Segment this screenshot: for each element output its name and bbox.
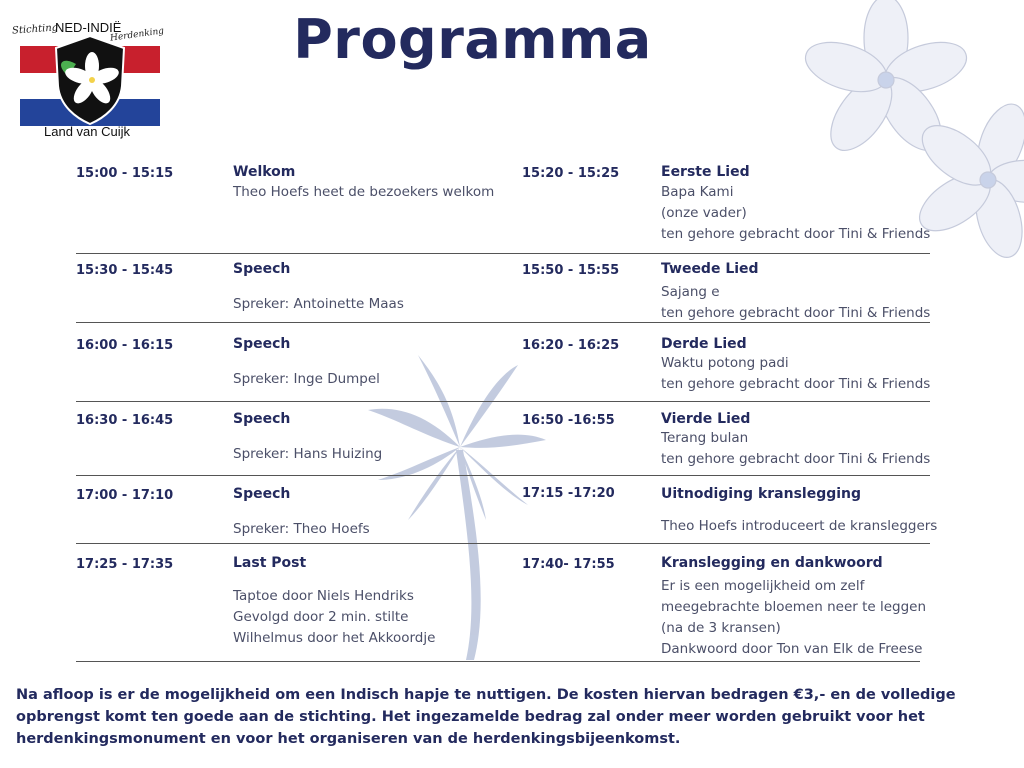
item-line-left: Wilhelmus door het Akkoordje: [233, 630, 436, 646]
item-heading-left: Speech: [233, 336, 291, 352]
item-heading-right: Uitnodiging kranslegging: [661, 486, 862, 502]
item-heading-left: Speech: [233, 261, 291, 277]
item-line-right: ten gehore gebracht door Tini & Friends: [661, 226, 931, 242]
item-line-right: Er is een mogelijkheid om zelf: [661, 578, 865, 594]
item-line-right: (na de 3 kransen): [661, 620, 781, 636]
item-line-left: Spreker: Antoinette Maas: [233, 296, 404, 312]
item-line-left: Spreker: Theo Hoefs: [233, 521, 370, 537]
time-left: 15:30 - 15:45: [76, 263, 174, 278]
time-left: 16:00 - 16:15: [76, 338, 174, 353]
item-heading-right: Eerste Lied: [661, 164, 750, 180]
item-heading-left: Last Post: [233, 555, 307, 571]
time-right: 15:20 - 15:25: [522, 166, 620, 181]
item-heading-left: Welkom: [233, 164, 296, 180]
time-right: 15:50 - 15:55: [522, 263, 620, 278]
time-left: 17:25 - 17:35: [76, 557, 174, 572]
item-line-right: ten gehore gebracht door Tini & Friends: [661, 451, 931, 467]
item-line-right: Theo Hoefs introduceert de kransleggers: [661, 518, 938, 534]
row-divider: [76, 475, 930, 476]
time-left: 17:00 - 17:10: [76, 488, 174, 503]
logo-name-text: NED-INDIË: [55, 20, 122, 35]
item-heading-right: Tweede Lied: [661, 261, 759, 277]
time-right: 17:40- 17:55: [522, 557, 615, 572]
item-heading-left: Speech: [233, 486, 291, 502]
row-divider: [76, 322, 930, 323]
item-line-left: Taptoe door Niels Hendriks: [233, 588, 414, 604]
time-left: 16:30 - 16:45: [76, 413, 174, 428]
time-right: 16:20 - 16:25: [522, 338, 620, 353]
item-line-right: ten gehore gebracht door Tini & Friends: [661, 305, 931, 321]
row-divider: [76, 401, 930, 402]
item-line-right: Dankwoord door Ton van Elk de Freese: [661, 641, 923, 657]
row-divider: [76, 543, 930, 544]
footer-note: Na afloop is er de mogelijkheid om een Indisch hapje te nuttigen. De kosten hiervan bedragen €3,- en de volledige opbrengst komt ten goede aan de stichting. Het ingezamelde bedrag zal onder meer worden gebruikt voor het herdenkingsmonument en voor het organiseren van de herdenkingsbijeenkomst.: [16, 687, 956, 747]
item-line-right: Bapa Kami: [661, 184, 734, 200]
item-line-right: meegebrachte bloemen neer te leggen: [661, 599, 927, 615]
item-heading-left: Speech: [233, 411, 291, 427]
item-line-right: (onze vader): [661, 205, 747, 221]
item-heading-right: Vierde Lied: [661, 411, 751, 427]
item-line-right: ten gehore gebracht door Tini & Friends: [661, 376, 931, 392]
item-line-right: Sajang e: [661, 284, 720, 300]
logo-region-text: Land van Cuijk: [44, 124, 130, 139]
item-line-left: Spreker: Inge Dumpel: [233, 371, 380, 387]
page-title: Programma: [293, 8, 652, 71]
item-heading-right: Derde Lied: [661, 336, 747, 352]
item-line-left: Gevolgd door 2 min. stilte: [233, 609, 409, 625]
time-right: 16:50 -16:55: [522, 413, 615, 428]
time-right: 17:15 -17:20: [522, 486, 615, 501]
row-divider: [76, 253, 930, 254]
time-left: 15:00 - 15:15: [76, 166, 174, 181]
item-line-left: Theo Hoefs heet de bezoekers welkom: [233, 184, 495, 200]
item-line-left: Spreker: Hans Huizing: [233, 446, 383, 462]
logo-stichting-text: Stichting: [11, 22, 59, 37]
item-line-right: Waktu potong padi: [661, 355, 789, 371]
item-heading-right: Kranslegging en dankwoord: [661, 555, 883, 571]
logo-herdenking-text: Herdenking: [109, 26, 165, 44]
item-line-right: Terang bulan: [661, 430, 749, 446]
row-divider: [76, 661, 920, 662]
